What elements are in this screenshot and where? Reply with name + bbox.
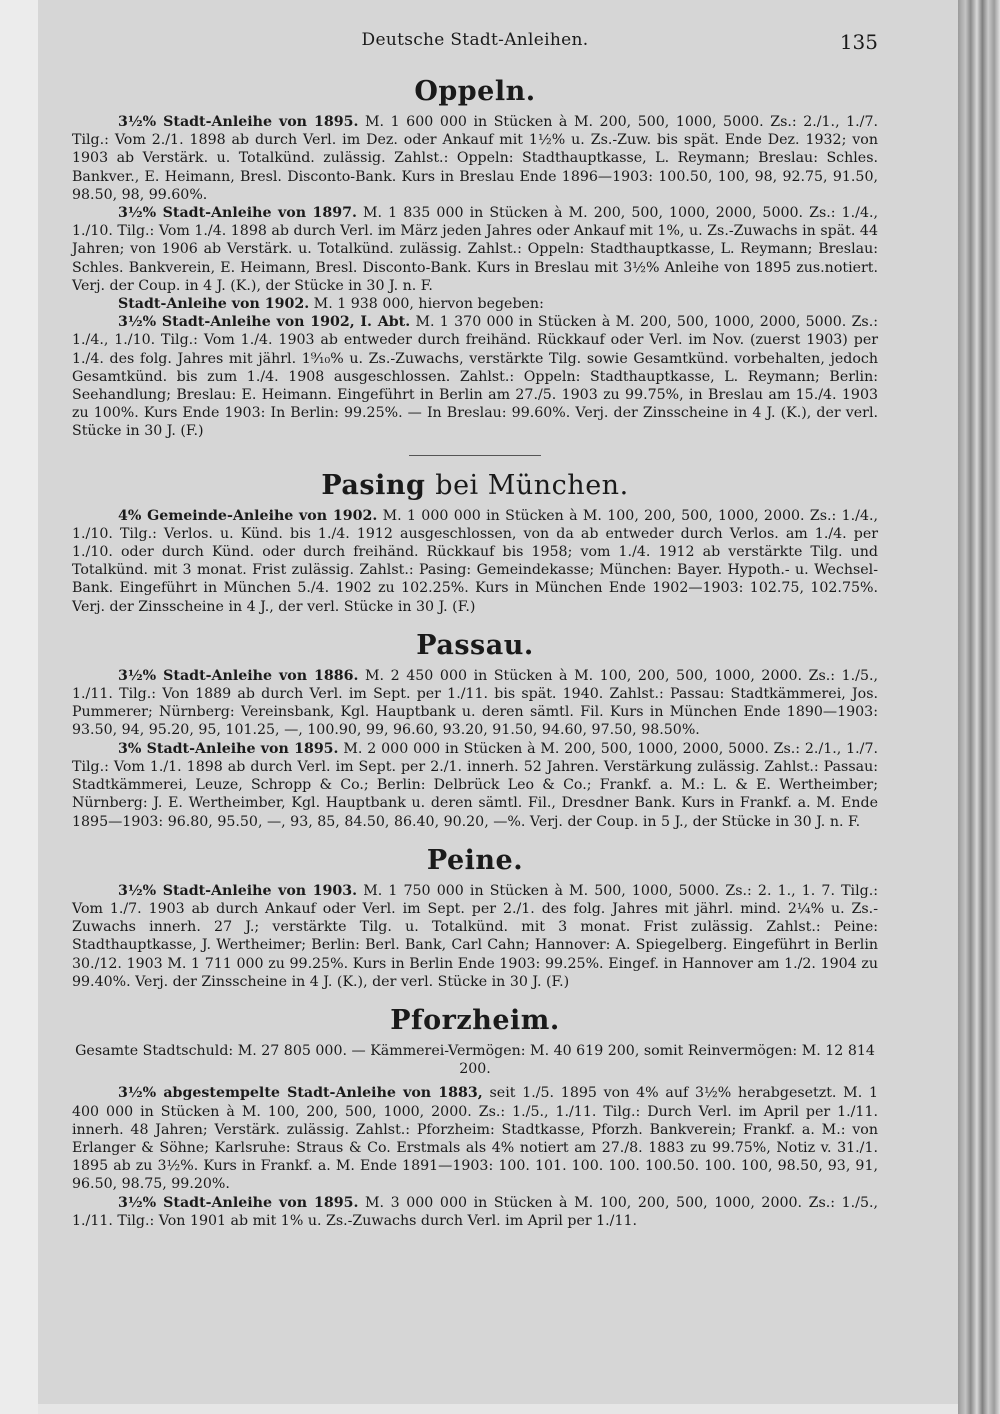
left-page-margin xyxy=(0,0,38,1414)
page-binding-edge xyxy=(958,0,1000,1414)
bond-text: seit 1./5. 1895 von 4% auf 3½% herabgesetzt. M. 1 400 000 in Stücken à M. 100, 200, 500, 1000, 2000. Zs.: 1./5., 1./11. Tilg.: Durch Verl. im April per 1./11. innerh. 48 Jahren; Verstärk. zulässig. Zahlst.: Pforzheim: Stadtkasse, Pforzh. Bankverein; Frankf. a. M.: von Erlanger & Söhne; Karlsruhe: Straus & Co. Erstmals als 4% notiert am 27./8. 1883 zu 99.75%, Notiz v. 31./1. 1895 ab zu 3½%. Kurs in Frankf. a. M. Ende 1891—1903: 100. 101. 100. 100. 100.50. 100. 100, 98.50, 93, 91, 96.50, 98.75, 99.20%. xyxy=(72,1085,879,1193)
section-title-sub: bei München. xyxy=(435,469,629,501)
bond-text: M. 3 000 000 in Stücken à M. 100, 200, 500, 1000, 2000. Zs.: 1./5., 1./11. Tilg.: Von 1901 ab mit 1% u. Zs.-Zuwachs durch Verl. im April per 1./11. xyxy=(72,1194,878,1229)
bond-title: 3½% Stadt-Anleihe von 1903. xyxy=(118,882,358,899)
bond-title: 3½% Stadt-Anleihe von 1902, I. Abt. xyxy=(118,314,411,331)
section-title xyxy=(72,470,878,501)
section-pforzheim xyxy=(72,1005,878,1230)
bond-entry xyxy=(72,295,878,313)
bond-entry xyxy=(72,667,878,740)
bond-entry xyxy=(72,313,878,440)
section-title: Pforzheim. xyxy=(390,1004,560,1036)
bond-entry xyxy=(72,113,878,204)
bond-entry xyxy=(72,204,878,295)
bond-title: 3% Stadt-Anleihe von 1895. xyxy=(118,740,339,757)
bond-entry xyxy=(72,507,878,616)
bond-title: 3½% Stadt-Anleihe von 1886. xyxy=(118,667,359,684)
section-title: Oppeln. xyxy=(414,76,536,107)
bond-entry xyxy=(72,1194,878,1230)
bond-text: M. 1 000 000 in Stücken à M. 100, 200, 500, 1000, 2000. Zs.: 1./4., 1./10. Tilg.: Verlos. u. Künd. bis 1./4. 1912 ausgeschlossen, von da ab entweder durch Verlos. am 1./4. per 1./10. oder durch Künd. oder durch freihänd. Rückkauf bis 1958; vom 1./4. 1912 ab verstärkte Tilg. und Totalkünd. mit 3 monat. Frist zulässig. Zahlst.: Pasing: Gemeindekasse; München: Bayer. Hypoth.- u. Wechsel-Bank. Eingeführt in München 5./4. 1902 zu 102.25%. Kurs in München Ende 1902—1903: 102.75, 102.75%. Verj. der Zinsscheine in 4 J., der verl. Stücke in 30 J. (F.) xyxy=(72,507,878,615)
running-head: Deutsche Stadt-Anleihen. xyxy=(361,30,589,50)
page-number: 135 xyxy=(839,30,878,54)
bond-title: 3½% Stadt-Anleihe von 1895. xyxy=(118,1194,359,1211)
section-intro: Gesamte Stadtschuld: M. 27 805 000. — Kämmerei-Vermögen: M. 40 619 200, somit Reinvermögen: M. 12 814 200. xyxy=(75,1042,875,1078)
bottom-page-margin xyxy=(38,1404,958,1414)
section-peine xyxy=(72,845,878,991)
bond-text: M. 1 938 000, hiervon begeben: xyxy=(309,296,544,313)
section-title-main: Pasing xyxy=(321,469,426,501)
bond-text: M. 1 750 000 in Stücken à M. 500, 1000, 5000. Zs.: 2. 1., 1. 7. Tilg.: Vom 1./7. 1903 ab durch Ankauf oder Verl. im Sept. per 2./1. des folg. Jahres mit jährl. mind. 2¼% u. Zs.-Zuwachs innerh. 27 J.; verstärkte Tilg. u. Totalkünd. mit 3 monat. Frist zulässig. Zahlst.: Peine: Stadthauptkasse, J. Wertheimer; Berlin: Berl. Bank, Carl Cahn; Hannover: A. Spiegelberg. Eingeführt in Berlin 30./12. 1903 M. 1 711 000 zu 99.25%. Kurs in Berlin Ende 1903: 99.25%. Eingef. in Hannover am 1./2. 1904 zu 99.40%. Verj. der Zinsscheine in 4 J. (K.), der verl. Stücke in 30 J. (F.) xyxy=(72,882,878,990)
bond-entry xyxy=(72,882,878,991)
bond-entry xyxy=(72,740,878,831)
section-oppeln xyxy=(72,76,878,441)
section-title: Peine. xyxy=(426,844,524,876)
section-passau xyxy=(72,630,878,831)
bond-title: 3½% Stadt-Anleihe von 1895. xyxy=(118,114,359,130)
page-header xyxy=(72,30,878,62)
bond-title: 3½% abgestempelte Stadt-Anleihe von 1883, xyxy=(118,1085,483,1102)
section-title: Passau. xyxy=(416,629,534,661)
bond-title: 4% Gemeinde-Anleihe von 1902. xyxy=(118,507,378,524)
bond-text: M. 1 370 000 in Stücken à M. 200, 500, 1000, 2000, 5000. Zs.: 1./4., 1./10. Tilg.: Vom 1./4. 1903 ab entweder durch freihänd. Rückkauf oder Verl. im Nov. (zuerst 1903) per 1./4. des folg. Jahres mit jährl. 1⁹⁄₁₀% u. Zs.-Zuwachs, verstärkte Tilg. sowie Gesamtkünd. vorbehalten, jedoch Gesamtkünd. bis zum 1./4. 1908 ausgeschlossen. Zahlst.: Oppeln: Stadthauptkasse, L. Reymann; Berlin: Seehandlung; Breslau: E. Heimann. Eingeführt in Berlin am 27./5. 1903 zu 99.75%, in Breslau am 15./4. 1903 zu 100%. Kurs Ende 1903: In Berlin: 99.25%. — In Breslau: 99.60%. Verj. der Zinsscheine in 4 J. (K.), der verl. Stücke in 30 J. (F.) xyxy=(72,314,878,440)
page-content xyxy=(72,30,878,1230)
bond-text: M. 1 835 000 in Stücken à M. 200, 500, 1000, 2000, 5000. Zs.: 1./4., 1./10. Tilg.: Vom 1./4. 1898 ab durch Verl. im März jeden Jahres oder Ankauf mit 1%, u. Zs.-Zuwachs in spät. 44 Jahren; von 1906 ab Verstärk. u. Totalkünd. zulässig. Zahlst.: Oppeln: Stadthauptkasse, L. Reymann; Breslau: Schles. Bankverein, E. Heimann, Bresl. Disconto-Bank. Kurs in Breslau mit 3½% Anleihe von 1895 zus.notiert. Verj. der Coup. in 4 J. (K.), der Stücke in 30 J. n. F. xyxy=(72,205,878,294)
bond-text: M. 2 450 000 in Stücken à M. 100, 200, 500, 1000, 2000. Zs.: 1./5., 1./11. Tilg.: Von 1889 ab durch Verl. im Sept. per 1./11. bis spät. 1940. Zahlst.: Passau: Stadtkämmerei, Jos. Pummerer; Nürnberg: Vereinsbank, Kgl. Hauptbank u. deren sämtl. Fil. Kurs in München Ende 1890—1903: 93.50, 94, 95.20, 95, 101.25, —, 100.90, 99, 96.60, 93.20, 91.50, 94.60, 97.50, 98.50%. xyxy=(72,667,878,739)
bond-title: Stadt-Anleihe von 1902. xyxy=(118,296,310,313)
bond-title: 3½% Stadt-Anleihe von 1897. xyxy=(118,205,357,222)
bond-text: M. 2 000 000 in Stücken à M. 200, 500, 1000, 2000, 5000. Zs.: 2./1., 1./7. Tilg.: Vom 1./1. 1898 ab durch Verl. im Sept. per 2./1. innerh. 52 Jahren. Verstärkung zulässig. Zahlst.: Passau: Stadtkämmerei, Leuze, Schropp & Co.; Berlin: Delbrück Leo & Co.; Frankf. a. M.: L. & E. Wertheimber; Nürnberg: J. E. Wertheimber, Kgl. Hauptbank u. deren sämtl. Fil., Dresdner Bank. Kurs in Frankf. a. M. Ende 1895—1903: 96.80, 95.50, —, 93, 85, 84.50, 86.40, 90.20, —%. Verj. der Coup. in 5 J., der Stücke in 30 J. n. F. xyxy=(72,740,878,830)
section-pasing xyxy=(72,470,878,616)
section-divider xyxy=(409,455,541,456)
bond-entry xyxy=(72,1084,878,1193)
bond-text: M. 1 600 000 in Stücken à M. 200, 500, 1000, 5000. Zs.: 2./1., 1./7. Tilg.: Vom 2./1. 1898 ab durch Verl. im Dez. oder Ankauf mit 1½% u. Zs.-Zuw. bis spät. Ende Dez. 1932; von 1903 ab Verstärk. u. Totalkünd. zulässig. Zahlst.: Oppeln: Stadthauptkasse, L. Reymann; Breslau: Schles. Bankver., E. Heimann, Bresl. Disconto-Bank. Kurs in Breslau Ende 1896—1903: 100.50, 100, 98, 92.75, 91.50, 98.50, 98, 99.60%. xyxy=(72,114,878,203)
